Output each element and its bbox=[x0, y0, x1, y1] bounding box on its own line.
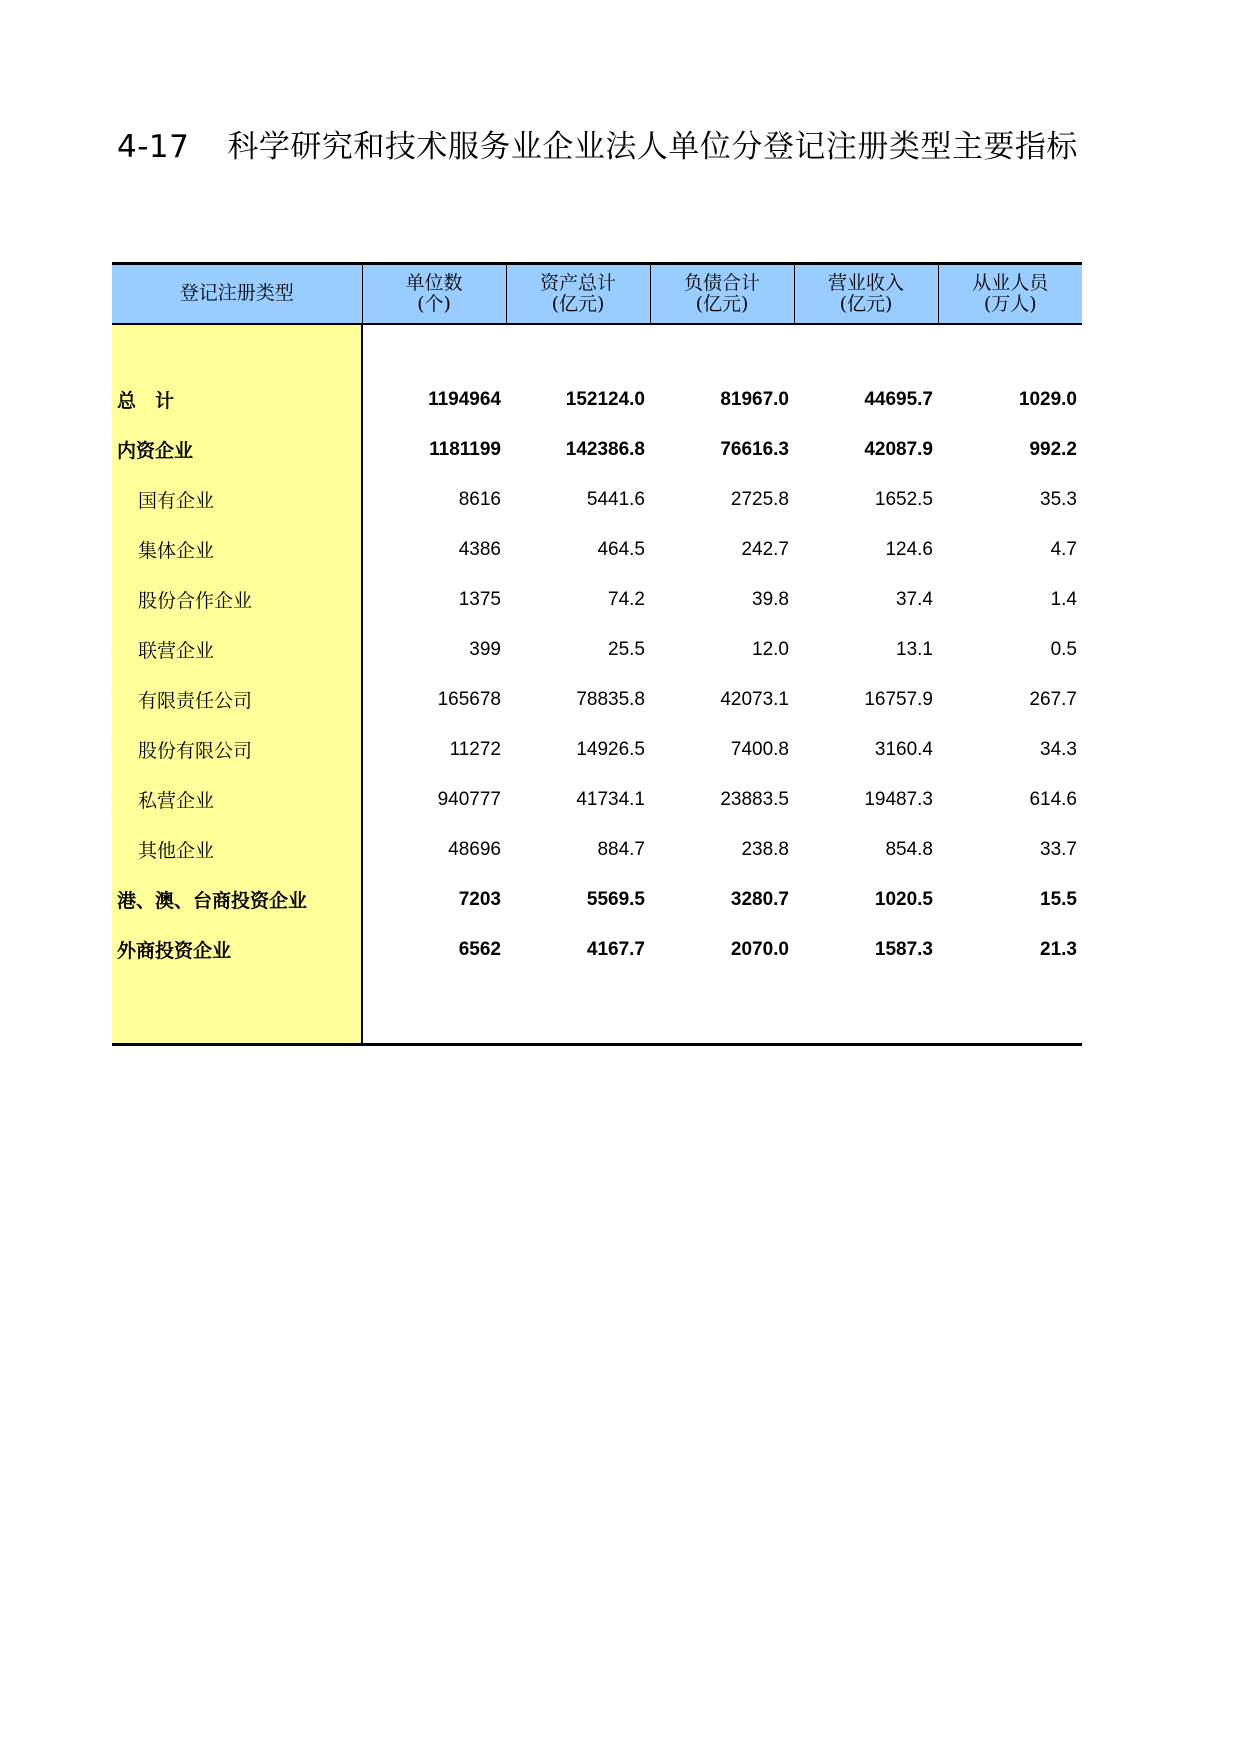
value-cell: 21.3 bbox=[1040, 938, 1077, 960]
value-cell: 854.8 bbox=[885, 838, 933, 860]
header-unit-count bbox=[362, 264, 506, 324]
value-cell: 34.3 bbox=[1040, 738, 1077, 760]
value-cell: 39.8 bbox=[752, 588, 789, 610]
row-label: 股份合作企业 bbox=[112, 575, 362, 625]
value-cell: 267.7 bbox=[1029, 688, 1077, 710]
row-label: 其他企业 bbox=[112, 825, 362, 875]
value-cell: 4167.7 bbox=[586, 938, 645, 960]
value-cell: 1652.5 bbox=[874, 488, 933, 510]
value-cell: 6562 bbox=[458, 938, 501, 960]
header-label: 营业收入 bbox=[827, 271, 904, 294]
row-label: 有限责任公司 bbox=[112, 675, 362, 725]
header-operating-revenue bbox=[794, 264, 938, 324]
table-row bbox=[112, 925, 1082, 975]
row-label: 集体企业 bbox=[112, 525, 362, 575]
header-unit: (个) bbox=[417, 292, 451, 315]
category-cell-empty bbox=[112, 324, 362, 375]
row-label: 私营企业 bbox=[112, 775, 362, 825]
value-cell: 74.2 bbox=[608, 588, 645, 610]
table-row bbox=[112, 675, 1082, 725]
value-cell: 1029.0 bbox=[1018, 388, 1077, 410]
value-cell: 81967.0 bbox=[720, 388, 789, 410]
value-cell: 4.7 bbox=[1050, 538, 1077, 560]
data-table-container bbox=[112, 262, 1082, 1046]
value-cell: 3160.4 bbox=[874, 738, 933, 760]
row-label: 联营企业 bbox=[112, 625, 362, 675]
header-unit: (亿元) bbox=[695, 292, 749, 315]
table-row bbox=[112, 525, 1082, 575]
table-title-text: 科学研究和技术服务业企业法人单位分登记注册类型主要指标 bbox=[227, 129, 1078, 165]
value-cell: 76616.3 bbox=[720, 438, 789, 460]
value-cell: 1181199 bbox=[429, 438, 501, 460]
value-cell: 464.5 bbox=[597, 538, 645, 560]
header-label: 资产总计 bbox=[539, 271, 616, 294]
value-cell: 1587.3 bbox=[874, 938, 933, 960]
value-cell: 33.7 bbox=[1040, 838, 1077, 860]
table-row bbox=[112, 375, 1082, 425]
table-row bbox=[112, 825, 1082, 875]
table-row bbox=[112, 575, 1082, 625]
value-cell: 78835.8 bbox=[576, 688, 645, 710]
header-unit: (亿元) bbox=[839, 292, 893, 315]
table-number: 4-17 bbox=[117, 129, 190, 165]
value-cell: 23883.5 bbox=[720, 788, 789, 810]
spacer-row bbox=[112, 975, 1082, 1045]
value-cell: 37.4 bbox=[896, 588, 933, 610]
table-header-row bbox=[112, 264, 1082, 324]
value-cell: 8616 bbox=[458, 488, 501, 510]
header-label: 登记注册类型 bbox=[179, 282, 294, 305]
header-registration-type bbox=[112, 264, 362, 324]
value-cell: 142386.8 bbox=[565, 438, 645, 460]
value-cell: 1020.5 bbox=[874, 888, 933, 910]
value-cell: 238.8 bbox=[741, 838, 789, 860]
value-cell: 35.3 bbox=[1040, 488, 1077, 510]
header-label: 负债合计 bbox=[683, 271, 760, 294]
row-label: 外商投资企业 bbox=[112, 925, 362, 975]
value-cell: 25.5 bbox=[608, 638, 645, 660]
value-cell: 15.5 bbox=[1040, 888, 1077, 910]
value-cell: 614.6 bbox=[1029, 788, 1077, 810]
value-cell: 1194964 bbox=[428, 388, 501, 410]
value-cell: 992.2 bbox=[1029, 438, 1077, 460]
table-row bbox=[112, 725, 1082, 775]
table-row bbox=[112, 425, 1082, 475]
value-cell: 42087.9 bbox=[864, 438, 933, 460]
page-title bbox=[117, 128, 1087, 166]
category-cell-empty bbox=[112, 975, 362, 1045]
spacer-row bbox=[112, 324, 1082, 375]
value-cell: 884.7 bbox=[597, 838, 645, 860]
value-cell: 14926.5 bbox=[576, 738, 645, 760]
row-label: 股份有限公司 bbox=[112, 725, 362, 775]
row-label: 总 计 bbox=[112, 375, 362, 425]
value-cell: 19487.3 bbox=[864, 788, 933, 810]
value-cell: 42073.1 bbox=[720, 688, 789, 710]
table-row bbox=[112, 475, 1082, 525]
table-row bbox=[112, 875, 1082, 925]
value-cell: 4386 bbox=[458, 538, 501, 560]
data-table bbox=[112, 262, 1082, 1046]
value-cell: 1375 bbox=[458, 588, 501, 610]
value-cell: 12.0 bbox=[752, 638, 789, 660]
value-cell: 242.7 bbox=[741, 538, 789, 560]
value-cell: 2070.0 bbox=[730, 938, 789, 960]
value-cell: 152124.0 bbox=[565, 388, 645, 410]
value-cell: 7203 bbox=[458, 888, 501, 910]
header-unit: (万人) bbox=[983, 292, 1037, 315]
value-cell: 165678 bbox=[437, 688, 501, 710]
value-cell: 44695.7 bbox=[864, 388, 933, 410]
value-cell: 0.5 bbox=[1050, 638, 1077, 660]
header-total-assets bbox=[506, 264, 650, 324]
header-label: 单位数 bbox=[405, 271, 463, 294]
header-label: 从业人员 bbox=[972, 271, 1049, 294]
row-label: 国有企业 bbox=[112, 475, 362, 525]
value-cell: 3280.7 bbox=[730, 888, 789, 910]
value-cell: 7400.8 bbox=[730, 738, 789, 760]
table-row bbox=[112, 625, 1082, 675]
row-label: 内资企业 bbox=[112, 425, 362, 475]
row-label: 港、澳、台商投资企业 bbox=[112, 875, 362, 925]
value-cell: 11272 bbox=[449, 738, 501, 760]
table-row bbox=[112, 775, 1082, 825]
table-body bbox=[112, 324, 1082, 1045]
value-cell: 1.4 bbox=[1050, 588, 1077, 610]
value-cell: 399 bbox=[469, 638, 501, 660]
value-cell: 940777 bbox=[437, 788, 501, 810]
header-employees bbox=[938, 264, 1082, 324]
value-cell: 5441.6 bbox=[586, 488, 645, 510]
value-cell: 2725.8 bbox=[730, 488, 789, 510]
value-cell: 13.1 bbox=[896, 638, 933, 660]
header-total-liabilities bbox=[650, 264, 794, 324]
value-cell: 124.6 bbox=[885, 538, 933, 560]
value-cell: 16757.9 bbox=[864, 688, 933, 710]
header-unit: (亿元) bbox=[551, 292, 605, 315]
value-cell: 48696 bbox=[448, 838, 501, 860]
value-cell: 5569.5 bbox=[586, 888, 645, 910]
value-cell: 41734.1 bbox=[576, 788, 645, 810]
